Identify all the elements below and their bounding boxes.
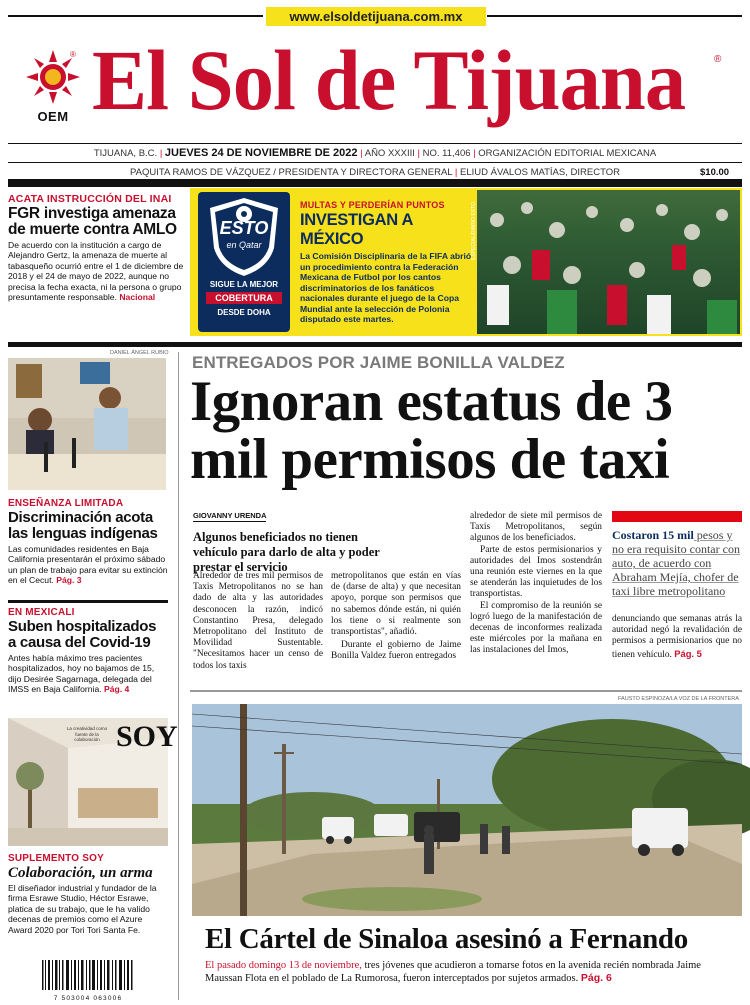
main-col-3 [470, 511, 602, 657]
barcode [40, 960, 136, 1002]
main-subhead: Algunos beneficiados no tienen vehículo para darlo de alta y poder prestar el servicio [193, 530, 380, 574]
top-left-story[interactable] [8, 193, 186, 302]
esto-logo: ESTO [219, 218, 269, 238]
bottom-headline[interactable]: El Cártel de Sinaloa asesinó a Fernando [205, 923, 688, 955]
sidebar-page-1[interactable]: Pág. 3 [56, 575, 82, 586]
oem-logo [24, 48, 82, 122]
main-col-3c: El compromiso de la reunión se logró luego de la manifestación de decenas de inconformes realizada este miércoles por la mañana en las instalaciones del Imos, [470, 600, 602, 656]
dateline: TIJUANA, B.C. | JUEVES 24 DE NOVIEMBRE DE 2022 | AÑO XXXIII | NO. 11,406 | ORGANIZACIÓN EDITORIAL MEXICANA [93, 147, 657, 159]
main-col-2a: metropolitanos que están en vías de (darse de alta) y que necesitan apoyo, porque son permisos que no sabemos dónde están, ni quién los tiene o si realmente son transportistas", añadió. [331, 571, 461, 638]
sidebar-story-2[interactable] [8, 607, 168, 695]
sidebar-photo-press [8, 358, 166, 490]
esto-promo[interactable] [190, 188, 742, 336]
fans-photo [471, 190, 740, 334]
esto-body: La Comisión Disciplinaria de la FIFA abrió un procedimiento contra la Federación Mexicana de Futbol por los cantos discriminatorios de los fanáticos nacionales durante el juego de la Copa Mundial ante la selección de Polonia disputado este martes. [300, 251, 472, 324]
staff-line: PAQUITA RAMOS DE VÁZQUEZ / PRESIDENTA Y DIRECTORA GENERAL | ELIUD ÁVALOS MATÍAS, DIRECTOR [130, 167, 620, 178]
sidebar-page-2[interactable]: Pág. 4 [104, 684, 130, 695]
esto-slogan-1: SIGUE LA MEJOR [209, 280, 279, 289]
barcode-digits: 7 503004 063006 [53, 995, 123, 1002]
sidebar-kicker-3: SUPLEMENTO SOY [8, 853, 104, 864]
pull-quote-rest: pesos y no era requisito contar con auto, de acuerdo con Abraham Mejía, chofer de taxi libre metropolitano [612, 528, 740, 598]
sidebar-kicker-2: EN MEXICALI [8, 607, 75, 618]
sidebar-headline-1[interactable]: Discriminación acota las lenguas indígenas [8, 509, 158, 542]
oem-reg-mark: ® [70, 50, 76, 59]
crowd-image [477, 190, 740, 334]
dateline-org: ORGANIZACIÓN EDITORIAL MEXICANA [478, 148, 657, 159]
site-url[interactable]: www.elsoldetijuana.com.mx [266, 7, 486, 26]
sidebar-kicker-1: ENSEÑANZA LIMITADA [8, 498, 124, 509]
esto-slogan-2: COBERTURA [206, 292, 282, 304]
sidebar-body-1: Las comunidades residentes en Baja California presentarán el próximo sábado un plan de trabajo para evitar su extinción en el Cecut. [8, 544, 168, 586]
pull-quote [612, 528, 742, 598]
sidebar-body-2: Antes había máximo tres pacientes hospitalizados, hoy no bajamos de 15, dijo Desirée Sagarnaga, delegada del IMSS en Baja California. [8, 653, 155, 695]
soy-supplement-photo[interactable] [8, 718, 178, 846]
sidebar-headline-3[interactable]: Colaboración, un arma [8, 865, 153, 881]
top-left-section[interactable]: Nacional [119, 292, 156, 303]
main-col-3a: alrededor de siete mil permisos de Taxis Metropolitanos, según algunos de los beneficiados. [470, 511, 602, 544]
dateline-year: AÑO XXXIII [364, 148, 415, 159]
main-byline: GIOVANNY URENDA [193, 511, 267, 520]
top-left-body: De acuerdo con la institución a cargo de Alejandro Gertz, la amenaza de muerte al tabasqueño ocurrió entre el 1 de diciembre de 2018 y el 24 de mayo de 2022, aunque no precisa la fecha exacta, ni la persona o grupo presuntamente responsable. Nacional [8, 240, 184, 303]
sidebar-story-1[interactable] [8, 498, 168, 586]
sidebar-body-3: El diseñador industrial y fundador de la firma Esrawe Studio, Héctor Esrawe, platica de su trabajo, que le ha valido decenas de premios como el Azure Award 2020 por Tori Tori Santa Fe. [8, 883, 157, 935]
main-col-1: Alrededor de tres mil permisos de Taxis Metropolitanos no se han dado de alta y las autoridades desconocen la razón, indicó Constantino Presa, delegado Metropolitano del Instituto de Movilidad Sustentable. "Necesitamos hacer un censo de todos los taxis [193, 571, 323, 671]
press-conference-image [8, 358, 166, 490]
esto-kicker: MULTAS Y PERDERÍAN PUNTOS [300, 200, 445, 210]
dateline-place: TIJUANA, B.C. [93, 148, 158, 159]
staff-director: ELIUD ÁVALOS MATÍAS, DIRECTOR [460, 167, 620, 178]
pull-quote-bold: Costaron 15 mil [612, 528, 694, 542]
price: $10.00 [700, 167, 730, 178]
main-headline[interactable] [190, 370, 745, 491]
roadside-scene-image [192, 704, 742, 916]
bottom-photo-credit: FAUSTO ESPINOZA/LA VOZ DE LA FRONTERA [618, 696, 739, 702]
soy-label: SOY [116, 720, 178, 753]
top-left-kicker: ACATA INSTRUCCIÓN DEL INAI [8, 193, 172, 205]
bottom-page[interactable]: Pág. 6 [580, 972, 612, 984]
pull-quote-bar [612, 511, 742, 522]
esto-credit: ESPECIAL/DIARIO ESTO [471, 202, 477, 260]
main-col-2b: Durante el gobierno de Jaime Bonilla Valdez fueron entregados [331, 640, 461, 662]
main-col-2 [331, 571, 461, 663]
sidebar-headline-2[interactable]: Suben hospitalizados a causa del Covid-19 [8, 618, 157, 651]
soy-caption: La creatividad como fuente de la colaboración [66, 726, 108, 742]
sidebar-photo-credit: DANIEL ÁNGEL RUBIO [110, 350, 169, 356]
dateline-date: JUEVES 24 DE NOVIEMBRE DE 2022 [164, 147, 358, 159]
barcode-icon [40, 960, 136, 990]
oem-label: OEM [37, 109, 69, 124]
dateline-number: NO. 11,406 [422, 148, 471, 159]
bottom-lead [205, 959, 740, 985]
bottom-photo[interactable] [192, 704, 742, 916]
main-col-4: denunciando que semanas atrás la autoridad negó la revalidación de permisos a permisionarios que no tienen vehículo. Pág. 5 [612, 614, 742, 660]
main-headline-line-2: mil permisos de taxi [190, 428, 670, 491]
staff-president: PAQUITA RAMOS DE VÁZQUEZ / PRESIDENTA Y DIRECTORA GENERAL [130, 167, 453, 178]
esto-slogan-3: DESDE DOHA [217, 308, 271, 317]
sidebar-story-3[interactable] [8, 853, 168, 935]
bottom-lead-red: El pasado domingo 13 de noviembre, [205, 960, 362, 971]
main-col-3b: Parte de estos permisionarios y autoridades del Imos sostendrán una reunión este viernes en la que se atenderán las inquietudes de los transportistas. [470, 544, 602, 600]
top-left-headline[interactable]: FGR investiga amenaza de muerte contra AMLO [8, 205, 177, 238]
newspaper-title: El Sol de Tijuana [92, 32, 686, 128]
esto-headline[interactable]: INVESTIGAN A MÉXICO [300, 211, 413, 248]
main-headline-line-1: Ignoran estatus de 3 [190, 370, 673, 433]
esto-sub: en Qatar [226, 240, 262, 250]
main-page[interactable]: Pág. 5 [674, 647, 702, 659]
title-reg-mark: ® [714, 54, 722, 65]
main-kicker: ENTREGADOS POR JAIME BONILLA VALDEZ [192, 353, 565, 372]
bottom-lead-text: tres jóvenes que acudieron a tomarse fotos en la avenida recién nombrada Jaime Maussan Flota en el poblado de La Rumorosa, fueron interceptados por sujetos armados. [205, 960, 701, 984]
